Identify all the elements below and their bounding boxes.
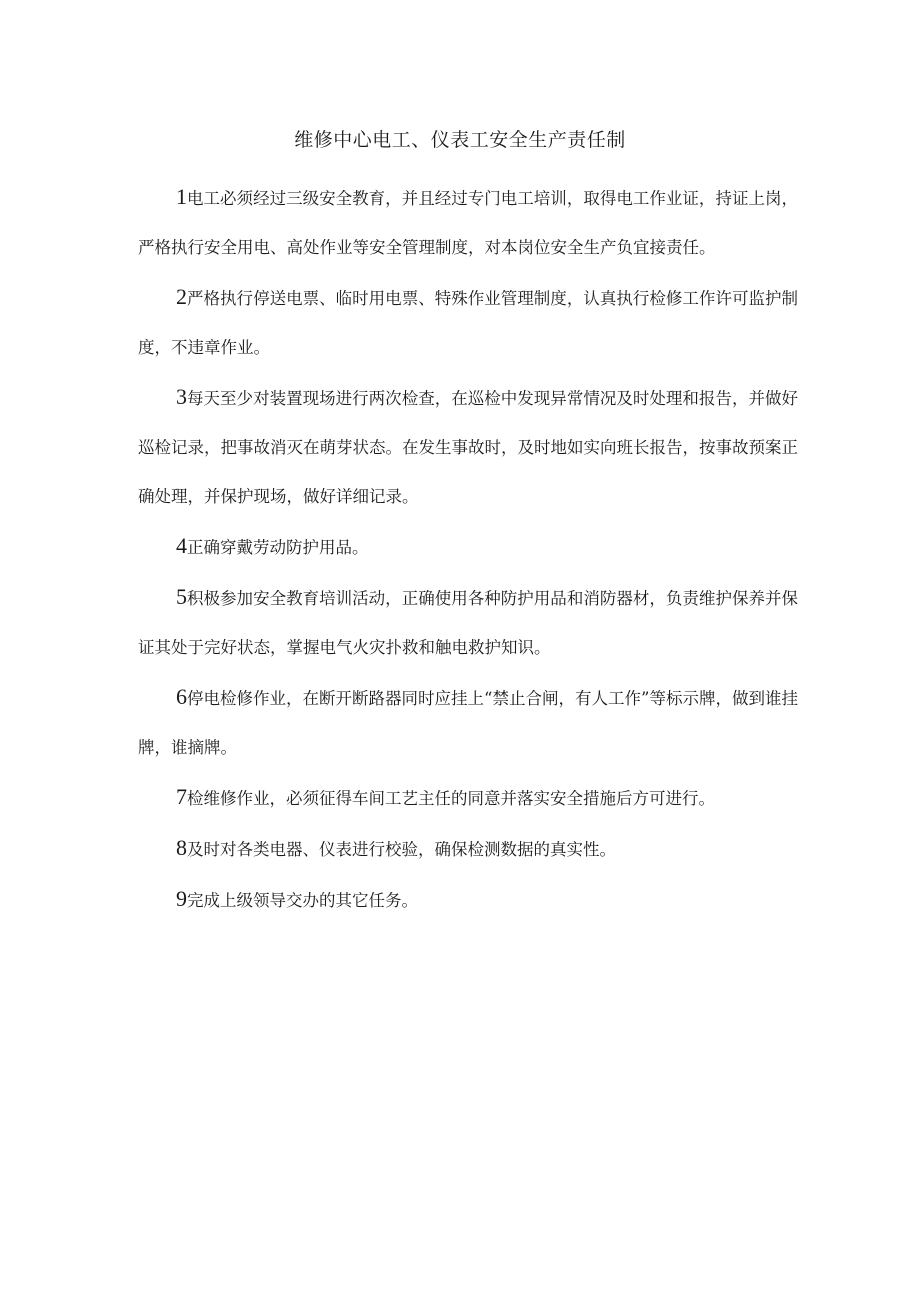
clause-text: 及时对各类电器、仪表进行校验，确保检测数据的真实性。 [187, 840, 616, 859]
clause-number: 5 [176, 584, 187, 609]
clause-text: 检维修作业，必须征得车间工艺主任的同意并落实安全措施后方可进行。 [187, 789, 715, 808]
clause-3 [138, 372, 798, 521]
clause-1 [138, 172, 798, 272]
clause-5 [138, 572, 798, 672]
document-body [138, 172, 798, 925]
document-title: 维修中心电工、仪表工安全生产责任制 [294, 129, 626, 151]
clause-number: 9 [176, 886, 187, 911]
clause-text: 严格执行停送电票、临时用电票、特殊作业管理制度，认真执行检修工作许可监护制度，不违章作业。 [138, 289, 798, 357]
clause-2 [138, 272, 798, 372]
clause-number: 2 [176, 284, 187, 309]
clause-8 [138, 823, 798, 874]
clause-text: 完成上级领导交办的其它任务。 [187, 891, 418, 910]
clause-number: 6 [176, 684, 187, 709]
clause-7 [138, 772, 798, 823]
clause-text: 每天至少对装置现场进行两次检查，在巡检中发现异常情况及时处理和报告，并做好巡检记录，把事故消灭在萌芽状态。在发生事故时，及时地如实向班长报告，按事故预案正确处理，并保护现场，做好详细记录。 [138, 389, 798, 506]
clause-text: 电工必须经过三级安全教育，并且经过专门电工培训，取得电工作业证，持证上岗，严格执行安全用电、高处作业等安全管理制度，对本岗位安全生产负宜接责任。 [138, 189, 798, 257]
clause-6 [138, 672, 798, 772]
clause-4 [138, 521, 798, 572]
clause-number: 7 [176, 784, 187, 809]
clause-9 [138, 874, 798, 925]
clause-number: 8 [176, 835, 187, 860]
clause-text: 正确穿戴劳动防护用品。 [187, 538, 369, 557]
clause-text: 积极参加安全教育培训活动，正确使用各种防护用品和消防器材，负责维护保养并保证其处于完好状态，掌握电气火灾扑救和触电救护知识。 [138, 589, 798, 657]
clause-number: 4 [176, 533, 187, 558]
clause-number: 3 [176, 384, 187, 409]
clause-text: 停电检修作业，在断开断路器同时应挂上“禁止合闸，有人工作”等标示牌，做到谁挂牌，谁摘牌。 [138, 689, 798, 757]
clause-number: 1 [176, 184, 187, 209]
